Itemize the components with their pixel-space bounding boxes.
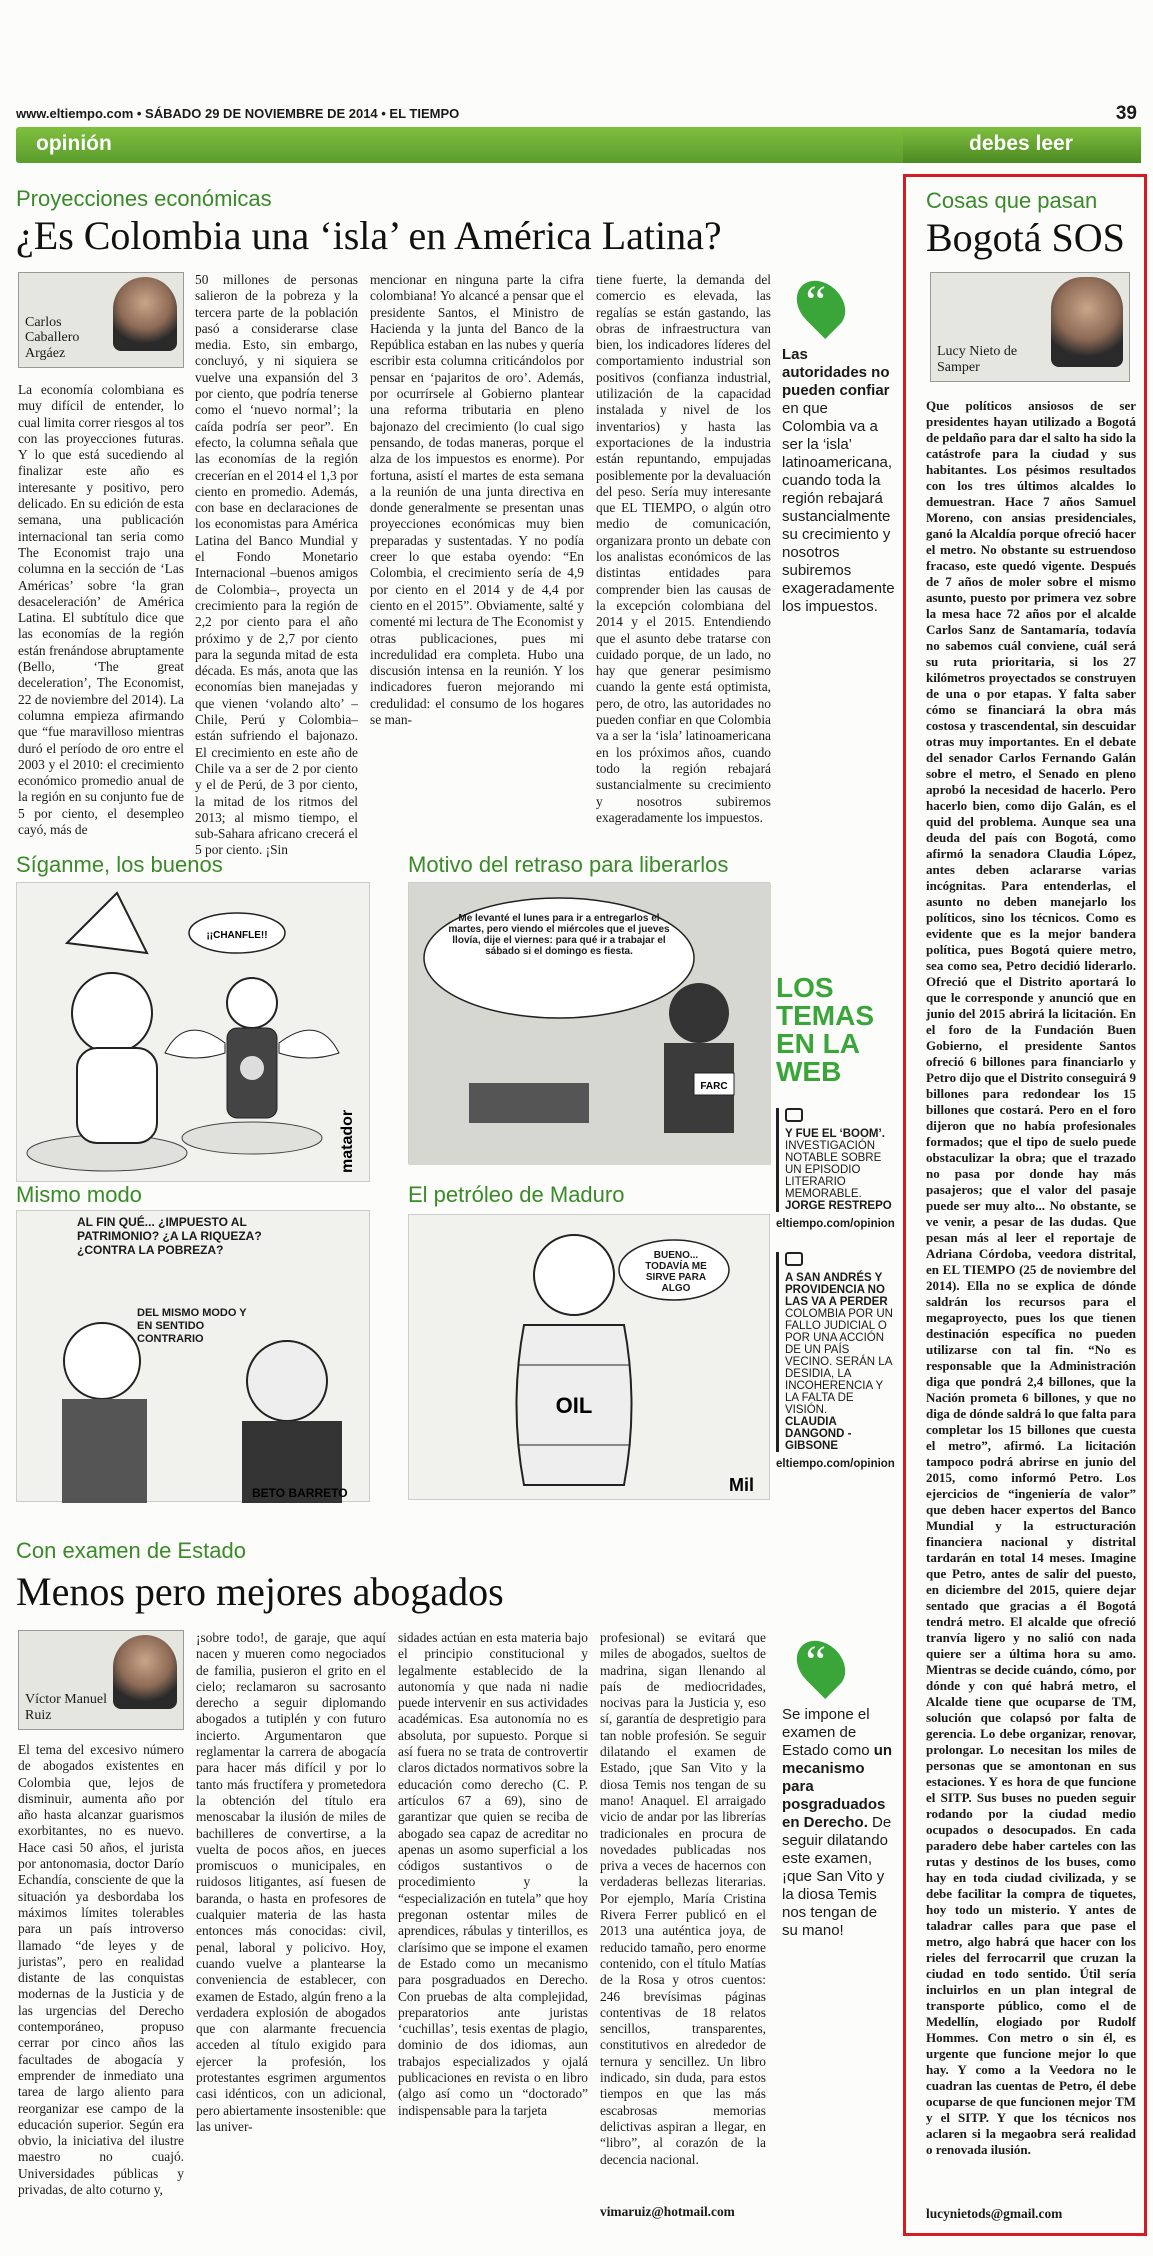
- quote-icon: [787, 271, 855, 339]
- cartoon1-signature: matador: [339, 1109, 356, 1173]
- side-kicker: Cosas que pasan: [926, 188, 1098, 213]
- side-author-box: [930, 272, 1130, 382]
- cartoon2: [408, 882, 770, 1164]
- cartoon4-bubble: BUENO... TODAVÍA ME SIRVE PARA ALGO: [645, 1250, 707, 1294]
- web-url-2[interactable]: eltiempo.com/opinion: [776, 1458, 895, 1470]
- side-body: Que políticos ansiosos de ser presidentes hayan utilizado a Bogotá de peldaño para dar el salto ha sido la catástrofe para la ciudad y sus habitantes. Los pésimos resultados con los tres últimos alcaldes lo demuestran. Hace 7 años Samuel Moreno, con ansias presidenciales, ganó la Alcaldía porque ofreció hacer el metro. No obstante su estruendoso fracaso, este quedó vigente. Después de 7 años de moler sobre el mismo asunto, puesto por primera vez sobre la mesa hace 72 años por el alcalde Carlos Sanz de Santamaría, todavía no sabemos cuál conviene, cuál será su ruta prioritaria, si los 27 kilómetros proyectados se construyen de una o por etapas. Y falta saber cómo se financiará la obra más costosa y trascendental, sin descuidar otras muy importantes. En el debate del senador Carlos Fernando Galán sobre el metro, el Senado en pleno aprobó la necesidad de hacerlo. Pero hacerlo bien, como dijo Galán, es el quid del problema. Aunque sea una deuda del país con Bogotá, como afirmó la senadora Claudia López, antes deben aclararse varias incógnitas. Para entenderlas, el asunto no deben manejarlo los políticos, sino los técnicos. Como es evidente que es la mejor bandera política, pues Bogotá quiere metro, sea como sea, Petro decidió liderarlo. Ofreció que el Distrito aportará lo que le corresponde y anunció que en junio del 2015 abrirá la licitación. En el foro de la Fundación Buen Gobierno, el presidente Santos ofreció 6 billones para financiarlo y Petro dijo que el Distrito conseguirá 9 billones para redondear los 15 billones que costará. Pero en el foro dijeron que no había profesionales formados; que el tipo de suelo puede obstaculizar la obra; que el trazado no pasa por donde hay más pasajeros; que el valor del pasaje puede ser muy alto... No obstante, se ve venir, a pesar de las dudas. Que pesan más al leer el reportaje de Adriana Córdoba, veedora distrital, en EL TIEMPO (25 de noviembre del 2014). Ella no se explica de dónde saldrán los recursos para el megaproyecto, pues los que tienen destinación específica no pueden utilizarse con tal fin. “No es responsable que la Administración diga que pondrá 2,4 billones, que la Nación prometa 6 billones, y que no diga de dónde saldrá lo que falta para completar los 15 billones que cuesta el metro”, afirmó. La licitación tampoco podrá abrirse en junio del 2015, como informó Petro. Los ejercicios de “ingeniería de valor” que deben hacer expertos del Banco Mundial y la estructuración financiera nacional y distrital tardarán en total 14 meses. Imagine que Petro, antes de salir del puesto, en diciembre del 2015, quiere dejar sentado que gracias a él Bogotá tendrá metro. El alcalde que ofreció tranvía ligero y no salió con nada quiere ser a última hora su amo. Mientras se decide cuándo, cómo, por dónde y con qué habrá metro, el Alcalde tiene que ocuparse de TM, solución que colapsó por falta de gerencia. Lo debe organizar, renovar, prolongar. Lo necesitan los miles de personas que se amontonan en sus estaciones. Y es hora de que funcione el SITP. Sus buses no pueden seguir rodando por la ciudad medio ocupados o desocupados. En cada paradero debe haber carteles con las rutas y destinos de los buses, como hay en toda ciudad civilizada, y se debe facilitar la compra de tiquetes, hoy todo un misterio. Y antes de taladrar calles para que pase el metro, algo habrá que hacer con los rieles del ferrocarril que cruzan la ciudad en todo sentido. Útil sería incluirlos en un plan integral de transporte público, como el de Medellín, elogiado por Rudolf Hommes. Con metro o sin él, es urgente que funcione mejor lo que hay. Y como a la Veedora no le cuadran las cuentas de Petro, él debe ocuparse de que funcionen mejor TM y el SITP. Y que los técnicos nos aclaren si la megaobra será realidad o renovada ilusión.: [926, 398, 1136, 2157]
- masthead: [16, 104, 1141, 124]
- article2-quote-text: De seguir dilatando este examen, ¡que San Vito y la diosa Temis nos tengan de su mano!: [782, 1814, 892, 1939]
- cartoon3-bubble1: AL FIN QUÉ... ¿IMPUESTO AL PATRIMONIO? ¿A LA RIQUEZA? ¿CONTRA LA POBREZA?: [77, 1215, 262, 1257]
- article1-quote-text: en que Colombia va a ser la ‘isla’ latinoamericana, cuando toda la región rebajará sustancialmente su crecimiento y nosotros subiremos exageradamente los impuestos.: [782, 400, 895, 615]
- quote-icon: [787, 1631, 855, 1699]
- article2-kicker: Con examen de Estado: [16, 1538, 246, 1563]
- web-item-1: [776, 1108, 894, 1212]
- cartoon4-barrel-label: OIL: [555, 1393, 593, 1418]
- section-band: [16, 127, 1141, 163]
- cartoon1-bubble: ¡¡CHANFLE!!: [206, 930, 268, 941]
- author-photo: [1051, 277, 1123, 367]
- cartoon4-drawing: [409, 1215, 771, 1501]
- cartoon1-drawing: [17, 883, 371, 1183]
- web-item-1-bold: Y FUE EL ‘BOOM’.: [785, 1128, 885, 1140]
- cartoon4: [408, 1214, 770, 1500]
- article2-email[interactable]: vimaruiz@hotmail.com: [600, 2204, 735, 2219]
- author-photo: [113, 277, 177, 351]
- web-item-2-text: COLOMBIA POR UN FALLO JUDICIAL O POR UNA ACCIÓN DE UN PAÍS VECINO. SERÁN LA DESIDIA, LA INCOHERENCIA Y LA FALTA DE VISIÓN.: [785, 1308, 893, 1416]
- web-topics-title: LOS TEMAS EN LA WEB: [776, 972, 874, 1087]
- cartoon4-signature: Mil: [729, 1475, 754, 1495]
- web-item-2-bold: A SAN ANDRÉS Y PROVIDENCIA NO LAS VA A PERDER: [785, 1272, 888, 1308]
- web-item-2-author: CLAUDIA DANGOND -GIBSONE: [785, 1416, 852, 1452]
- article1-kicker: Proyecciones económicas: [16, 186, 272, 211]
- cartoon3: [16, 1210, 370, 1502]
- article2-col3: sidades actúan en esta materia bajo el principio constitucional y legalmente establecido de la autonomía y que nada ni nadie puede intervenir en sus actividades académicas. Esa autonomía no es absoluta, por supuesto. Porque si así fuera no se trata de controvertir claros dictados normativos sobre la educación como derecho (C. P. artículos 67 a 69), sino de garantizar que quien se reciba de abogado sea capaz de acreditar no apenas un asomo superficial a los códigos sustantivos o de procedimiento y la “especialización en tutela” que hoy pregonan ostentar miles de aprendices, rábulas y tinterillos, es clarísimo que se impone el examen de Estado como un mecanismo para posgraduados en Derecho. Con pruebas de alta complejidad, preparatorios ante juristas ‘cuchillas’, tesis exentas de plagio, dominio de dos idiomas, aun trabajos especializados y ojalá publicaciones en revista o en libro (algo así como un “doctorado” indispensable para la tarjeta: [398, 1630, 588, 2118]
- side-email[interactable]: lucynietods@gmail.com: [926, 2206, 1063, 2221]
- web-topics: [776, 974, 894, 1470]
- section-title: opinión: [36, 132, 112, 155]
- cartoon3-signature: BETO BARRETO: [252, 1486, 348, 1500]
- article1-quote-bold: Las autoridades no pueden confiar: [782, 346, 890, 399]
- cartoon1: [16, 882, 370, 1182]
- article2-col1: El tema del excesivo número de abogados existentes en Colombia que, lejos de disminuir, aumenta año por año hasta alcanzar guarismos exorbitantes, no es nuevo. Hace casi 50 años, el jurista por antonomasia, doctor Darío Echandía, consciente de que la situación ya desbordaba los máximos límites tolerables para un país introverso llamado “de leyes y de juristas”, pero en realidad distante de las conquistas modernas de la Justicia y de las urgencias del Derecho contemporáneo, propuso cerrar por cinco años las facultades de abogacía y emprender de inmediato una tarea de largo aliento para reorganizar ese campo de la educación superior. Según era obvio, la iniciativa del ilustre maestro no cuajó. Universidades públicas y privadas, de alto coturno y,: [18, 1742, 184, 2198]
- side-headline: Bogotá SOS: [926, 215, 1125, 260]
- article2-author-name: Víctor Manuel Ruiz: [25, 1692, 108, 1723]
- article2-col2: ¡sobre todo!, de garaje, que aquí nacen y mueren como negociados de familia, pusieron el grito en el cielo; reclamaron su sacrosanto derecho a seguir diplomando abogados a tutiplén y con futuro incierto. Argumentaron que reglamentar la carrera de abogacía para hacer más difícil y por lo tanto más fructífera y prometedora la obtención del título era menoscabar la ilusión de miles de bachilleres de convertirse, a la vuelta de pocos años, en jueces promiscuos o municipales, en ruidosos litigantes, así fuesen de baranda, o hasta en profesores de cualquier materia de las hasta entonces más conocidas: civil, penal, laboral y policivo. Hoy, cuando vuelve a plantearse la conveniencia de establecer, con examen de Estado, algún freno a la verdadera explosión de abogados que con alarmante frecuencia acceden al título exigido para ejercer la profesión, los protestantes esgrimen argumentos casi idénticos, con un adicional, pero abiertamente insostenible: que las univer-: [196, 1630, 387, 2134]
- cartoon4-title: El petróleo de Maduro: [408, 1182, 625, 1207]
- web-item-2: [776, 1252, 894, 1452]
- author-photo: [113, 1635, 177, 1709]
- article1-col2: 50 millones de personas salieron de la pobreza y la tercera parte de la población pasó a considerarse clase media. Esto, sin embargo, concluyó, y ni siquiera se vuelve una expansión del 3 por ciento, que podría tenerse como el ‘nuevo normal’; la caída podría ser peor”. En efecto, la columna señala que las economías de la región crecerían en el 2014 el 1,3 por ciento en promedio. Además, con base en declaraciones de los economistas para América Latina del Banco Mundial y el Fondo Monetario Internacional –buenos amigos de Colombia–, proyecta un crecimiento para la región de 2,2 por ciento para el año próximo y de 2,7 por ciento para la segunda mitad de esta década. Es más, anota que las economías bien manejadas y que vienen ‘volando alto’ –Chile, Perú y Colombia– están sufriendo el bajonazo. El crecimiento en este año de Chile va a ser de 2 por ciento y el de Perú, de 3 por ciento, la mitad de los ritmos del 2013; al mismo tiempo, el sub-Sahara africano crecerá el 5 por ciento. ¡Sin: [195, 272, 358, 858]
- cartoon3-bubble2: DEL MISMO MODO Y EN SENTIDO CONTRARIO: [137, 1307, 247, 1345]
- article2-col4: profesional) se evitará que miles de abogados, sueltos de madrina, sigan llenando al país de mediocridades, nocivas para la Justicia y, eso sí, garantía de despretigio para tan noble profesión. Se seguir dilatando el examen de Estado, ¡que San Vito y la diosa Temis nos tengan de su mano! Anaquel. El arraigado vicio de andar por las librerías tradicionales en procura de novedades publicadas nos priva a veces de hacernos con verdaderas bellezas literarias. Por ejemplo, María Cristina Rivera Ferrer publicó en el 2013 una auténtica joya, de reducido tamaño, pero enorme contenido, con el título Matías de la Rosa y otros cuentos: 246 brevísimas páginas contentivas de 18 relatos sencillos, transparentes, constitutivos en alrededor de ternura y sencillez. Un libro indicado, sin duda, para estos tiempos en que las más escabrosas memorias delictivas aspiran a llegar, en “libro”, al corazón de la decencia nacional.: [600, 1630, 766, 2167]
- web-item-1-text: INVESTIGACIÓN NOTABLE SOBRE UN EPISODIO LITERARIO MEMORABLE.: [785, 1140, 882, 1200]
- cartoon3-title: Mismo modo: [16, 1182, 142, 1207]
- masthead-dateline: www.eltiempo.com • SÁBADO 29 DE NOVIEMBRE DE 2014 • EL TIEMPO: [16, 106, 460, 121]
- comment-icon: [785, 1108, 803, 1122]
- article2-quote-bold: un mecanismo para posgraduados en Derecho.: [782, 1742, 893, 1831]
- web-item-1-author: JORGE RESTREPO: [785, 1200, 892, 1212]
- article1-col3: mencionar en ninguna parte la cifra colombiana! Yo alcancé a pensar que el presidente Santos, el Ministro de Hacienda y la junta del Banco de la República estaban en las nubes y quería escribir esta columna criticándolos por pensar en ‘pajaritos de oro’. Además, por ocurrírsele al Gobierno plantear una reforma tributaria en pleno bajonazo del crecimiento (lo cual sigo pensando, de todas maneras, porque el alza de los impuestos es enorme). Por fortuna, asistí el martes de esta semana a la reunión de una junta directiva en donde generalmente se presentan unas proyecciones económicas muy bien preparadas y sustentadas. Y no podía creer lo que estaba oyendo: “En Colombia, el crecimiento sería de 4,9 por ciento en el 2014 y de 4,4 por ciento en el 2015”. Obviamente, salté y comenté mi lectura de The Economist y otras publicaciones, pues mi incredulidad era completa. Hubo una discusión intensa en la reunión. Y los indicadores fueron mejorando mi credulidad: el consumo de los hogares se man-: [370, 272, 584, 728]
- article1-col4: tiene fuerte, la demanda del comercio es elevada, las regalías se están gastando, las obras de infraestructura van bien, los indicadores líderes del comportamiento industrial son positivos (confianza industrial, utilización de la capacidad instalada y nivel de los inventarios) y hasta las exportaciones de la industria están repuntando, empujadas posiblemente por la devaluación del peso. Sería muy interesante que EL TIEMPO, o algún otro medio de comunicación, organizara pronto un debate con los analistas económicos de las distintas entidades para comprender bien las causas de la excepción colombiana del 2014 y el 2015. Entendiendo que el asunto debe tratarse con cuidado porque, de un lado, no hay que generar pesimismo cuando la gente está optimista, pero, de otro, las autoridades no pueden confiar en que Colombia va a ser la ‘isla’ latinoamericana en los próximos años, cuando todo la región rebajará sustancialmente su crecimiento y nosotros subiremos exageradamente los impuestos.: [596, 272, 771, 825]
- article2-author-box: [18, 1630, 184, 1730]
- cartoon2-bubble: Me levanté el lunes para ir a entregarlos el martes, pero viendo el miércoles que el jueves llovía, dije el viernes: para qué ir a trabajar el sábado si el domingo es fiesta.: [448, 913, 670, 957]
- article2-pullquote: [782, 1632, 894, 1940]
- page-number: 39: [1115, 103, 1137, 124]
- article1-pullquote: [782, 272, 894, 616]
- side-author-name: Lucy Nieto de Samper: [937, 344, 1018, 375]
- article1-author-box: [18, 272, 184, 368]
- comment-icon: [785, 1252, 803, 1266]
- cartoon1-title: Síganme, los buenos: [16, 852, 223, 877]
- article1-author-name: Carlos Caballero Argáez: [25, 314, 80, 361]
- section-right-title: debes leer: [903, 127, 1141, 163]
- cartoon2-tag: FARC: [700, 1081, 728, 1092]
- cartoon3-drawing: [17, 1211, 371, 1503]
- article2-quote-pre: Se impone el examen de Estado como: [782, 1706, 870, 1759]
- cartoon2-title: Motivo del retraso para liberarlos: [408, 852, 729, 877]
- cartoon2-drawing: [409, 883, 771, 1165]
- web-url-1[interactable]: eltiempo.com/opinion: [776, 1218, 895, 1230]
- article2-headline: Menos pero mejores abogados: [16, 1569, 504, 1614]
- article1-col1: La economía colombiana es muy difícil de entender, lo cual limita correr riesgos al tos con las proyecciones futuras. Y lo que está sucediendo al finalizar este año es interesante y positivo, pero delicado. En su edición de esta semana, una publicación internacional tan seria como The Economist trajo una columna en la sección de ‘Las Américas’ sobre ‘la gran desaceleración’ de América Latina. El subtítulo dice que las economías de la región están frenándose abruptamente (Bello, ‘The great deceleration’, The Economist, 22 de noviembre del 2014). La columna empieza afirmando que “fue maravilloso mientras duró el período de oro entre el 2003 y el 2010: el crecimiento económico promedio anual de la región en su conjunto fue de 5 por ciento, el desempleo cayó, más de: [18, 382, 184, 838]
- article1-headline: ¿Es Colombia una ‘isla’ en América Latina?: [16, 213, 722, 258]
